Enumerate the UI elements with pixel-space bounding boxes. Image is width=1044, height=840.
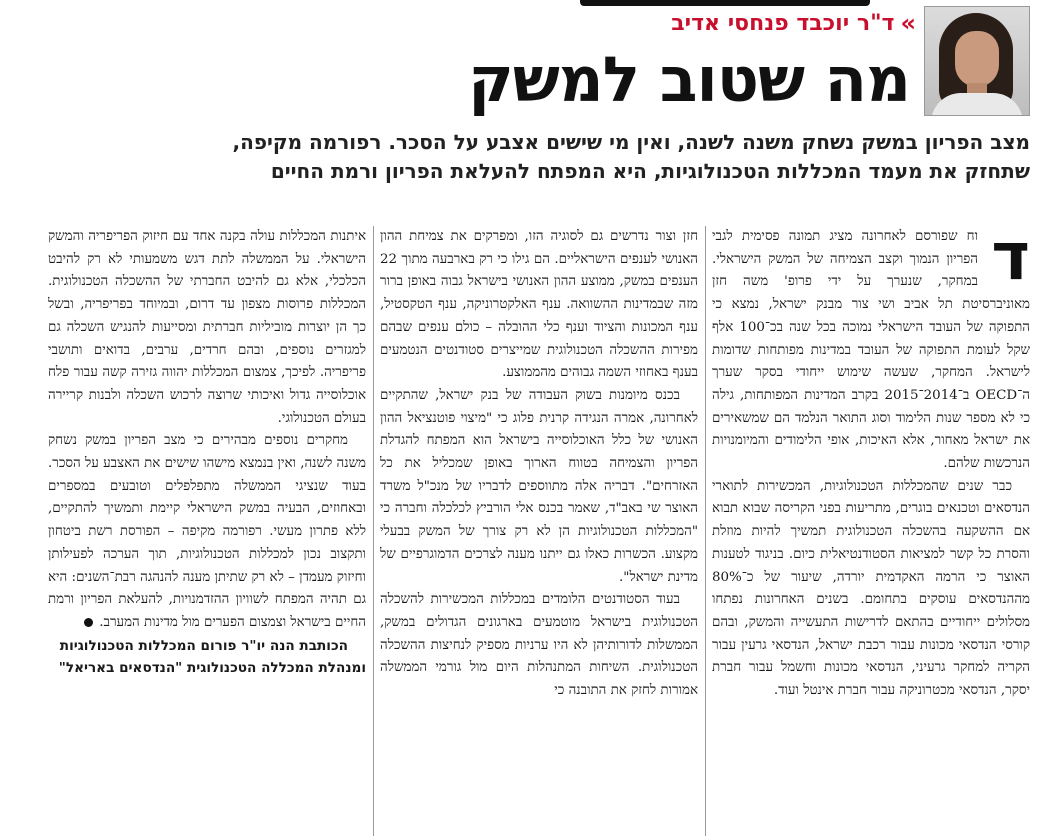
paragraph: בכנס מיומנות בשוק העבודה של בנק ישראל, שהתקיים לאחרונה, אמרה הנגידה קרנית פלוג כי "מיצוי פוטנציאל ההון האנושי של כלל האוכלוסייה בישראל הוא המפתח להגדלת הפריון והצמיחה בטווח הארוך באופן שמכליל את כל האזרחים". דבריה אלה מתווספים לדבריו של מנכ"ל משרד האוצר שי באב"ד, שאמר בכנס אלי הורביץ לכלכלה וחברה כי "המכללות הטכנולוגיות הן לא רק צורך של המשק בבעלי מקצוע. הכשרות כאלו גם ייתנו מענה לצרכים הדמוגרפיים של מדינת ישראל".: [380, 387, 698, 585]
paragraph-text: וח שפורסם לאחרונה מציג תמונה פסימית לגבי הפריון הנמוך וקצב הצמיחה של המשק הישראלי. במחקר, שנערך על ידי פרופ' משה חזן מאוניברסיטת תל אביב ושי צור מבנק ישראל, נמצא כי התפוקה של העובד הישראלי נמוכה בכל שנה בכ־100 אלף שקל לעומת התפוקה של העובד במדינות מפותחות שדומות לישראל. המחקר, שעשה שימוש ייחודי בסקר שערך ה־OECD ב־2014־2015 בקרב המדינות המפותחות, גילה כי לא מספר שנות הלימוד וסוג התואר הנלמד הם שמשאירים את ישראל מאחור, אלא האיכות, אופי הלימודים והמיומנויות הנרכשות שלהם.: [712, 229, 1030, 472]
paragraph: כבר שנים שהמכללות הטכנולוגיות, המכשירות לתוארי הנדסאים וטכנאים בוגרים, מתריעות בפני הקריסה שבוא תבוא אם ההשקעה בהשכלה הטכנולוגית תמשיך להיות מוזלת והסרת כל קשר למציאות הסטודנטיאלית כיום. בניגוד לטענות האוצר כי הרמה האקדמית יורדה, שיעור של כ־80% מההנדסאים עוסקים בתחומם. בשנים האחרונות נפתחו מסלולים ייחודיים בהתאם לדרישות התעשייה והמשק, ובהם קורסי הנדסאי מכונות עבור רכבת ישראל, הנדסאי גרעין עבור הקריה למחקר גרעיני, הנדסאי מכונות וחשמל עבור חברת יסקר, הנדסאי מכטרוניקה עבור חברת אינטל ועוד.: [712, 478, 1030, 699]
subtitle: [140, 128, 1030, 186]
paragraph: איתנות המכללות עולה בקנה אחד עם חיזוק הפריפריה והמשק הישראלי. על הממשלה לתת דגש משמעותי לא רק להיבט הכלכלי, אלא גם להיבט החברתי של ההשכלה הטכנולוגית. המכללות פרוסות מצפון עד דרום, ובמיוחד בפריפריה, ובשל כך הן יוצרות מוביליות חברתית ומסייעות להנגיש השכלה גם למגזרים נוספים, ובהם חרדים, ערבים, בדואים ותושבי פריפריה. לפיכך, צמצום המכללות יהווה גזירה קשה עבור פלח אוכלוסייה גדול ואיכותי שרוצה לרכוש השכלה ולבנות קריירה בעולם הטכנולוגי.: [48, 229, 366, 426]
top-bar: [580, 0, 870, 6]
column-divider: [705, 226, 706, 836]
subtitle-line-1: מצב הפריון במשק נשחק משנה לשנה, ואין מי שישים אצבע על הסכר. רפורמה מקיפה,: [232, 130, 1030, 154]
chevron-icon: »: [900, 9, 916, 37]
paragraph: [712, 226, 1030, 476]
paragraph: בעוד הסטודנטים הלומדים במכללות המכשירות להשכלה הטכנולוגית בישראל מוטמעים בארגונים הגדולים במשק, הממשלות לדורותיהן לא היו ערניות מספיק לנחיצות ההשכלה הטכנולוגית. השיחות המתנהלות היום מול גורמי הממשלה אמורות לחזק את התובנה כי: [380, 592, 698, 699]
headline: מה שטוב למשק: [468, 43, 910, 116]
drop-cap: ד: [991, 226, 1030, 295]
subtitle-line-2: שתחזק את מעמד המכללות הטכנולוגיות, היא המפתח להעלאת הפריון ורמת החיים: [270, 159, 1030, 183]
paragraph: [48, 430, 366, 634]
author-name: ד"ר יוכבד פנחסי אדיב: [671, 10, 895, 36]
article-column-2: [380, 226, 698, 836]
end-mark-icon: [84, 618, 93, 627]
paragraph: חזן וצור נדרשים גם לסוגיה הזו, ומפרקים את צמיחת ההון האנושי לענפים הישראליים. הם גילו כי רק בארבעה מתוך 22 הענפים במשק, ממוצע ההון האנושי בישראל גבוה באופן ברור מזה שבמדינות ההשוואה. ענף האלקטרוניקה, ענף הטקסטיל, ענף המכונות והציוד וענף כלי ההובלה – כולם ענפים שבהם מפירות ההשכלה הטכנולוגית שמייצרים סטודנטים הנטמעים בענף באחוזי השמה גבוהים מהממוצע.: [380, 229, 698, 381]
article-column-1: [712, 226, 1030, 836]
byline: [671, 8, 916, 38]
paragraph-text: מחקרים נוספים מבהירים כי מצב הפריון במשק נשחק משנה לשנה, ואין בנמצא מישהו שישים את האצבע על הסכר. בעוד שנציגי הממשלה מתפלפלים וטובעים במספרים ובאחוזים, הבעיה במשק הישראלי קיימת ותמשיך להתקיים, ללא פתרון מעשי. רפורמה מקיפה – הפורסת רשת ביטחון ותקצוב נכון למכללות הטכנולוגיות, תוך הערכה לפעילותן וחיזוק מעמדן – לא רק שתיתן מענה להנהגה רבת־השנים: היא גם תהיה המפתח לשוויון ההזדמנויות, להעלאת הפריון ורמת החיים בישראל וצמצום הפערים מול מדינות המערב.: [48, 433, 366, 630]
column-divider: [373, 226, 374, 836]
author-photo: [924, 6, 1030, 116]
author-note: הכותבת הנה יו"ר פורום המכללות הטכנולוגיות ומנהלת המכללה הטכנולוגית "הנדסאים באריאל": [58, 637, 366, 676]
article-column-3: [48, 226, 366, 836]
